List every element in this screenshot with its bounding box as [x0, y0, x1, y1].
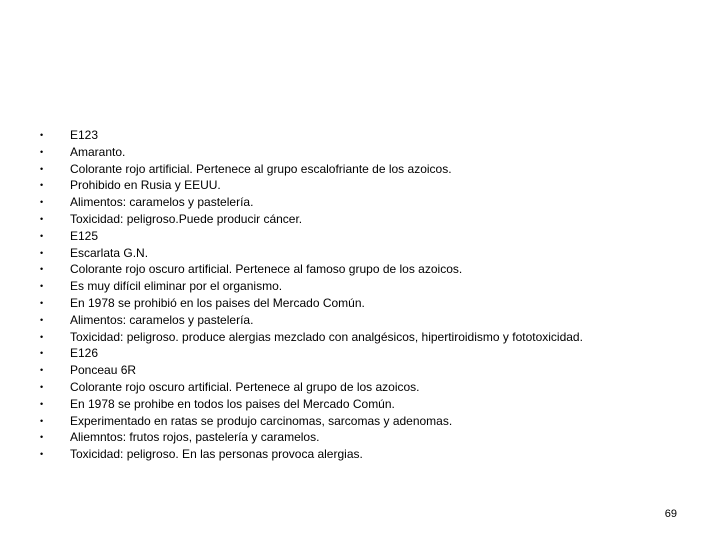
bullet-text: Colorante rojo oscuro artificial. Pertenece al grupo de los azoicos.	[70, 379, 420, 394]
list-item	[40, 127, 700, 144]
bullet-text: E123	[70, 128, 99, 142]
bullet-marker: •	[40, 297, 44, 308]
list-item	[40, 396, 700, 413]
bullet-text: E125	[70, 228, 99, 243]
list-item	[40, 329, 700, 346]
bullet-text: Aliemntos: frutos rojos, pastelería y caramelos.	[70, 430, 320, 445]
bullet-marker: •	[40, 348, 44, 359]
bullet-marker: •	[40, 247, 44, 258]
page-number: 69	[664, 508, 677, 520]
list-item	[40, 362, 700, 379]
bullet-marker: •	[40, 213, 44, 224]
bullet-marker: •	[40, 230, 44, 241]
list-item	[40, 194, 700, 211]
bullet-list	[40, 127, 700, 463]
bullet-marker: •	[40, 415, 44, 426]
bullet-text: Alimentos: caramelos y pastelería.	[70, 195, 254, 210]
list-item	[40, 379, 700, 396]
bullet-text: Toxicidad: peligroso.Puede producir cáncer.	[70, 211, 303, 226]
list-item	[40, 345, 700, 362]
bullet-marker: •	[40, 146, 44, 157]
bullet-marker: •	[40, 197, 44, 208]
bullet-marker: •	[40, 264, 44, 275]
bullet-marker: •	[40, 281, 44, 292]
bullet-text: Escarlata G.N.	[70, 245, 149, 260]
list-item	[40, 144, 700, 161]
bullet-marker: •	[40, 381, 44, 392]
bullet-text: Experimentado en ratas se produjo carcinomas, sarcomas y adenomas.	[70, 413, 453, 428]
bullet-marker: •	[40, 331, 44, 342]
list-item	[40, 261, 700, 278]
list-item	[40, 228, 700, 245]
bullet-text: Colorante rojo oscuro artificial. Pertenece al famoso grupo de los azoicos.	[70, 262, 463, 277]
list-item	[40, 413, 700, 430]
bullet-marker: •	[40, 130, 44, 140]
bullet-text: Toxicidad: peligroso. produce alergias mezclado con analgésicos, hipertiroidismo y fototoxicidad.	[70, 329, 583, 344]
list-item	[40, 446, 700, 463]
bullet-marker: •	[40, 398, 44, 409]
bullet-marker: •	[40, 365, 44, 376]
bullet-text: Toxicidad: peligroso. En las personas provoca alergias.	[70, 447, 363, 462]
bullet-marker: •	[40, 432, 44, 443]
list-item	[40, 245, 700, 262]
bullet-marker: •	[40, 163, 44, 174]
bullet-text: Prohibido en Rusia y EEUU.	[70, 178, 221, 193]
bullet-marker: •	[40, 449, 44, 460]
list-item	[40, 177, 700, 194]
list-item	[40, 278, 700, 295]
bullet-text: Es muy difícil eliminar por el organismo.	[70, 279, 283, 294]
list-item	[40, 429, 700, 446]
list-item	[40, 312, 700, 329]
list-item	[40, 161, 700, 178]
bullet-text: Colorante rojo artificial. Pertenece al grupo escalofriante de los azoicos.	[70, 161, 452, 176]
list-item	[40, 295, 700, 312]
list-item	[40, 211, 700, 228]
bullet-text: Amaranto.	[70, 144, 126, 159]
bullet-text: Ponceau 6R	[70, 363, 137, 378]
bullet-marker: •	[40, 314, 44, 325]
bullet-text: En 1978 se prohibió en los paises del Mercado Común.	[70, 295, 365, 310]
bullet-text: Alimentos: caramelos y pastelería.	[70, 312, 254, 327]
bullet-text: En 1978 se prohibe en todos los paises del Mercado Común.	[70, 396, 395, 411]
bullet-text: E126	[70, 346, 99, 361]
bullet-marker: •	[40, 180, 44, 191]
